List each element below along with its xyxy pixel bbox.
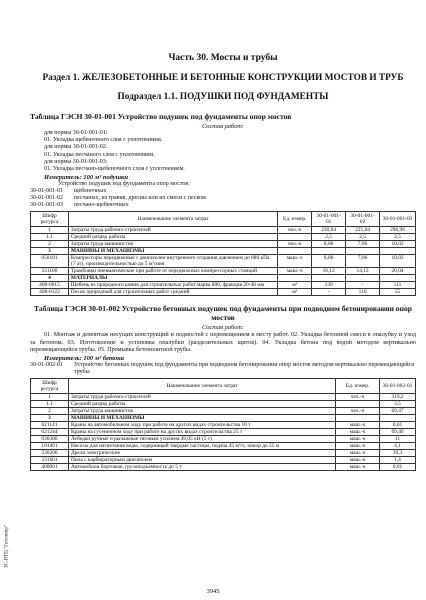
unit <box>278 248 312 255</box>
unit: маш.-ч <box>278 255 312 268</box>
resource-code: 1 <box>31 394 69 401</box>
document-page <box>30 0 416 471</box>
table1-sostav: Состав работ: <box>201 123 245 130</box>
table2-norm-text: Устройство бетонных подушек под фундаменты при подводном бетонировании опор мостов методом вертикально перемещающейся трубы <box>74 362 415 375</box>
table2 <box>30 378 416 471</box>
section-title: Раздел 1. ЖЕЛЕЗОБЕТОННЫЕ И БЕТОННЫЕ КОНСТРУКЦИИ МОСТОВ И ТРУБ <box>42 73 404 83</box>
table-row <box>31 415 416 422</box>
resource-code: 050101 <box>31 255 69 268</box>
table-row <box>31 394 416 401</box>
column-header: Ед. измер. <box>336 379 380 394</box>
unit: м³ <box>278 289 312 296</box>
resource-code: 3 <box>31 248 69 255</box>
cost-element: МАТЕРИАЛЫ <box>68 275 277 282</box>
norm-value: 20,04 <box>380 268 416 275</box>
cost-element: Насосы для нагнетания воды, содержащей твердые частицы, подача 45 м³/ч, напор до 55 м <box>68 443 335 450</box>
table-row <box>31 401 416 408</box>
table2-norm-code: 30-01-002-01 <box>30 362 63 368</box>
unit: чел.-ч <box>278 227 312 234</box>
resource-code: 030306 <box>31 436 69 443</box>
unit: маш.-ч <box>336 443 380 450</box>
page-number: 3945 <box>206 588 220 595</box>
column-header: Шифр ресурса <box>31 212 69 227</box>
cost-element: Затраты труда машинистов <box>68 408 335 415</box>
norm-value: 11 <box>380 436 416 443</box>
norm-value: 296,96 <box>380 227 416 234</box>
resource-code: 021244 <box>31 429 69 436</box>
resource-code: 400001 <box>31 464 69 471</box>
norm-value <box>380 275 416 282</box>
norm-value: 8,06 <box>312 255 346 268</box>
norm-row <box>30 202 416 209</box>
table-row <box>31 227 416 234</box>
norm-text: песчаных, из гравия, дресвы или их смеси с песком <box>74 195 206 202</box>
resource-code: 330206 <box>31 450 69 457</box>
cost-element: Затраты труда рабочих-строителей <box>68 394 335 401</box>
norm-text: щебеночных <box>74 188 107 195</box>
table1-work-list <box>30 130 416 173</box>
table1-title: Таблица ГЭСН 30-01-001 Устройство подушек под фундаменты опор мостов <box>30 112 292 121</box>
unit: чел.-ч <box>278 241 312 248</box>
unit: маш.-ч <box>336 457 380 464</box>
table-row <box>31 275 416 282</box>
resource-code: 4 <box>31 275 69 282</box>
resource-code: 1 <box>31 227 69 234</box>
cost-element: Затраты труда рабочих-строителей <box>68 227 277 234</box>
table-row <box>31 408 416 415</box>
subsection-title: Подраздел 1.1. ПОДУШКИ ПОД ФУНДАМЕНТЫ <box>117 92 329 102</box>
work-line: для нормы 30-01-001-03: <box>44 158 108 165</box>
norm-value: 4,1 <box>380 443 416 450</box>
norm-value: 0,01 <box>380 464 416 471</box>
norm-value <box>346 275 380 282</box>
norm-value <box>346 248 380 255</box>
cost-element: Лебедки ручные и рычажные тяговым усилием 49,05 кН (5 т) <box>68 436 335 443</box>
norm-row <box>30 188 416 195</box>
work-line: для нормы 30-01-001-01: <box>44 130 108 136</box>
table1-norms <box>30 181 416 209</box>
norm-value: 0,01 <box>380 422 416 429</box>
table2-title: Таблица ГЭСН 30-01-002 Устройство бетонных подушек под фундаменты при подводном бетонировании опор мостов <box>34 304 412 323</box>
work-line: для нормы 30-01-001-02: <box>44 144 108 151</box>
table-row <box>31 429 416 436</box>
norm-value: - <box>346 282 380 289</box>
work-line: 01. Укладка песчано-щебеночного слоя с уплотнением. <box>44 166 185 173</box>
table2-meter: Измеритель: 100 м³ бетона <box>44 355 124 362</box>
cost-element: МАШИНЫ И МЕХАНИЗМЫ <box>68 248 277 255</box>
unit: маш.-ч <box>336 422 380 429</box>
norm-value: 139 <box>312 282 346 289</box>
norm-value: 19,3 <box>380 450 416 457</box>
resource-code: 408-0015 <box>31 282 69 289</box>
resource-code: 331100 <box>31 268 69 275</box>
unit: маш.-ч <box>336 429 380 436</box>
norm-value: 7,06 <box>346 255 380 268</box>
cost-element: Компрессоры передвижные с двигателем внутреннего сгорания давлением до 686 кПа (7 ат), производительностью до 5 м³/мин <box>68 255 277 268</box>
column-header: 30-01-001-03 <box>380 212 416 227</box>
table-row <box>31 457 416 464</box>
resource-code: 2 <box>31 408 69 415</box>
resource-code: 408-0122 <box>31 289 69 296</box>
table-row <box>31 268 416 275</box>
norm-code: 30-01-001-02 <box>30 195 63 202</box>
unit: м³ <box>278 282 312 289</box>
norm-value: 69,46 <box>380 429 416 436</box>
norm-value: - <box>312 289 346 296</box>
column-header: 30-01-001-01 <box>312 212 346 227</box>
table-row <box>31 282 416 289</box>
unit: маш.-ч <box>278 268 312 275</box>
column-header: 30-01-001-02 <box>346 212 380 227</box>
table-row <box>31 436 416 443</box>
unit: чел.-ч <box>336 408 380 415</box>
table-row <box>31 422 416 429</box>
work-line: 01. Укладка песчаного слоя с уплотнением. <box>44 151 155 158</box>
resource-code: 1.1 <box>31 234 69 241</box>
norm-value: 55 <box>380 289 416 296</box>
norm-text: песчано-щебеночных <box>74 202 129 209</box>
cost-element: Автомобили бортовые, грузоподъемность до 5 т <box>68 464 335 471</box>
part-title: Часть 30. Мосты и трубы <box>168 53 278 63</box>
work-line: 01. Укладка щебеночного слоя с уплотнением. <box>44 137 163 144</box>
cost-element: Краны на гусеничном ходу при работе на других видах строительства 25 т <box>68 429 335 436</box>
norm-value: 14,13 <box>346 268 380 275</box>
norm-value: 69,47 <box>380 408 416 415</box>
norm-value: 16,12 <box>312 268 346 275</box>
cost-element: Трамбовки пневматические при работе от передвижных компрессорных станций <box>68 268 277 275</box>
norm-value: 2,5 <box>312 234 346 241</box>
table-row <box>31 241 416 248</box>
table1 <box>30 211 416 296</box>
cost-element: Пила с карбюраторным двигателем <box>68 457 335 464</box>
unit <box>278 234 312 241</box>
unit: чел.-ч <box>336 394 380 401</box>
table-row <box>31 443 416 450</box>
cost-element: Средний разряд работы <box>68 234 277 241</box>
norm-value: 8,06 <box>312 241 346 248</box>
side-stamp-text: ЗС-НТЦ "Гетолипр" <box>4 525 10 568</box>
side-stamp <box>2 500 12 600</box>
norm-value: 2,5 <box>380 234 416 241</box>
norm-value: 319,2 <box>380 394 416 401</box>
unit: маш.-ч <box>336 464 380 471</box>
cost-element: Затраты труда машинистов <box>68 241 277 248</box>
column-header: Наименование элемента затрат <box>68 379 335 394</box>
cost-element: МАШИНЫ И МЕХАНИЗМЫ <box>68 415 335 422</box>
unit: маш.-ч <box>336 450 380 457</box>
table1-meter: Измеритель: 100 м³ подушки <box>44 174 128 182</box>
table2-work-text: 01. Монтаж и демонтаж несущих конструкций и подмостей с перемещением к месту работ. 02. Укладка бетонной смеси в опалубку и уход за бетоном. 03. Изготовление и установка опалубки (разделительных щитов). 04. Укладка бетона под водой методом вертикально перемещающейся трубы. 05. Промывка бетонолитной трубы. <box>30 331 416 354</box>
cost-element: Средний разряд работы <box>68 401 335 408</box>
norm-value <box>312 275 346 282</box>
norm-value: 3,5 <box>380 401 416 408</box>
table-row <box>31 255 416 268</box>
resource-code: 331601 <box>31 457 69 464</box>
table2-norm <box>30 362 416 376</box>
norm-value: 225,04 <box>346 227 380 234</box>
cost-element: Дрели электрические <box>68 450 335 457</box>
norm-value: 111 <box>380 282 416 289</box>
norm-value: 10,02 <box>380 241 416 248</box>
table-row <box>31 464 416 471</box>
norm-code: 30-01-001-03 <box>30 202 63 209</box>
column-header: Шифр ресурса <box>31 379 69 394</box>
column-header: 30-01-002-01 <box>380 379 416 394</box>
norm-value <box>380 248 416 255</box>
norm-value: 1,4 <box>380 457 416 464</box>
norm-value <box>312 248 346 255</box>
resource-code: 1.1 <box>31 401 69 408</box>
norm-value <box>380 415 416 422</box>
resource-code: 101401 <box>31 443 69 450</box>
cost-element: Щебень из природного камня для строительных работ марка 800, фракция 20-40 мм <box>68 282 277 289</box>
cost-element: Краны на автомобильном ходу при работе на других видах строительства 10 т <box>68 422 335 429</box>
cost-element: Песок природный для строительных работ средний <box>68 289 277 296</box>
table-row <box>31 234 416 241</box>
unit: маш.-ч <box>336 436 380 443</box>
table-row <box>31 248 416 255</box>
unit <box>336 401 380 408</box>
table1-norm-title: Устройство подушек под фундаменты опор мостов: <box>58 181 190 188</box>
norm-value: 2,5 <box>346 234 380 241</box>
resource-code: 3 <box>31 415 69 422</box>
norm-code: 30-01-001-01 <box>30 188 63 195</box>
resource-code: 021141 <box>31 422 69 429</box>
norm-value: 7,06 <box>346 241 380 248</box>
column-header: Наименование элемента затрат <box>68 212 277 227</box>
table2-sostav: Состав работ: <box>201 324 245 332</box>
resource-code: 2 <box>31 241 69 248</box>
table-row <box>31 289 416 296</box>
table-row <box>31 450 416 457</box>
unit <box>278 275 312 282</box>
unit <box>336 415 380 422</box>
norm-value: 230,84 <box>312 227 346 234</box>
norm-value: 110 <box>346 289 380 296</box>
column-header: Ед. измер. <box>278 212 312 227</box>
norm-value: 10,02 <box>380 255 416 268</box>
